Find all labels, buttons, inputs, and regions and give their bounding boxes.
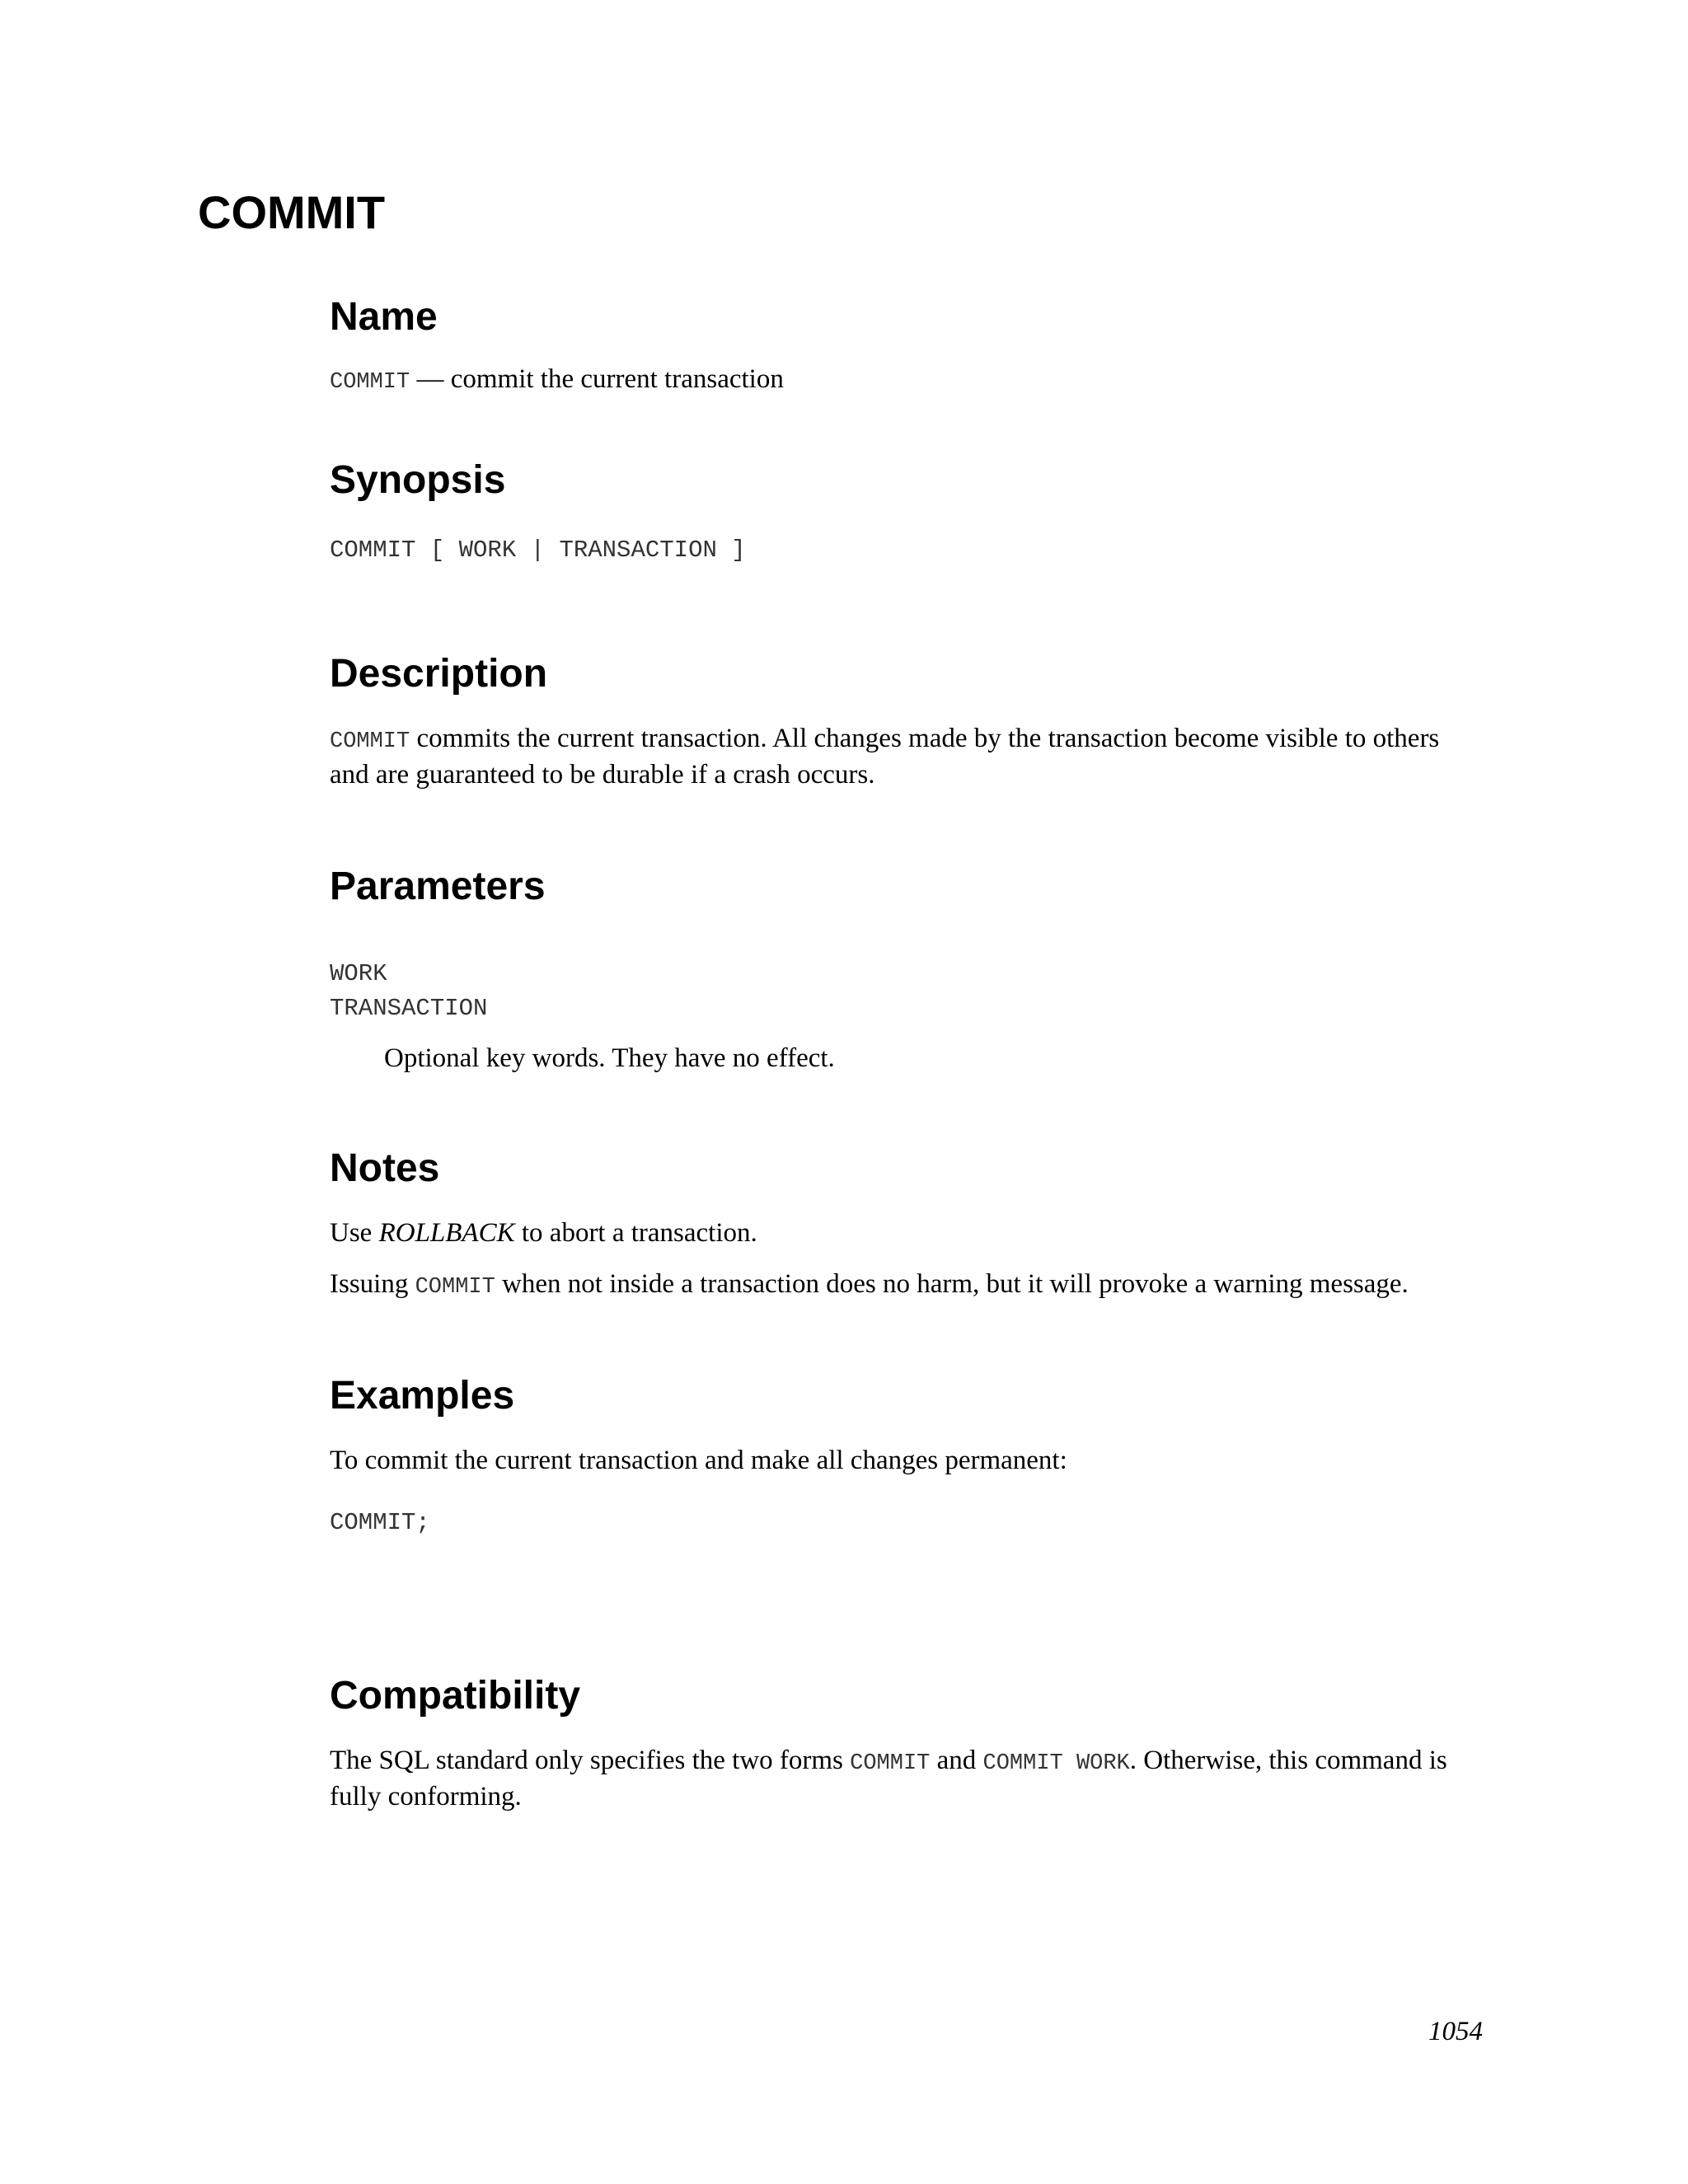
notes-line-2	[330, 1266, 1409, 1305]
notes-line2-prefix: Issuing	[330, 1269, 409, 1299]
description-command: COMMIT	[330, 729, 410, 754]
notes-line1-prefix: Use	[330, 1218, 373, 1248]
parameter-term-work: WORK	[330, 960, 387, 987]
compatibility-suffix-1: . Otherwise, this command is	[1129, 1746, 1447, 1775]
compatibility-form-1: COMMIT	[850, 1751, 931, 1776]
compatibility-heading: Compatibility	[330, 1674, 581, 1718]
examples-intro: To commit the current transaction and make all changes permanent:	[330, 1446, 1067, 1475]
notes-command: COMMIT	[415, 1275, 495, 1300]
compatibility-line-2: fully conforming.	[330, 1782, 522, 1811]
compatibility-form-2: COMMIT WORK	[982, 1751, 1130, 1776]
notes-line1-suffix: to abort a transaction.	[521, 1218, 757, 1248]
description-line-1	[330, 720, 1439, 760]
description-text-1: commits the current transaction. All changes made by the transaction become visible to others	[416, 724, 1440, 753]
name-command: COMMIT	[330, 370, 410, 395]
examples-heading: Examples	[330, 1374, 515, 1418]
name-line	[330, 361, 784, 401]
notes-line2-suffix: when not inside a transaction does no harm, but it will provoke a warning message.	[502, 1269, 1409, 1299]
notes-line-1	[330, 1215, 757, 1251]
description-heading: Description	[330, 652, 548, 696]
rollback-link[interactable]: ROLLBACK	[378, 1218, 515, 1248]
synopsis-heading: Synopsis	[330, 458, 506, 502]
compatibility-and: and	[936, 1746, 977, 1775]
parameters-heading: Parameters	[330, 865, 546, 908]
parameter-term-transaction: TRANSACTION	[330, 995, 488, 1022]
description-line-2: and are guaranteed to be durable if a crash occurs.	[330, 760, 875, 790]
compatibility-prefix: The SQL standard only specifies the two forms	[330, 1746, 843, 1775]
name-summary: — commit the current transaction	[416, 364, 784, 394]
examples-code: COMMIT;	[330, 1509, 430, 1536]
page-title: COMMIT	[198, 186, 386, 238]
notes-heading: Notes	[330, 1146, 440, 1190]
page-number: 1054	[1428, 2017, 1483, 2046]
name-heading: Name	[330, 295, 438, 339]
parameter-definition: Optional key words. They have no effect.	[384, 1043, 835, 1073]
compatibility-line-1	[330, 1742, 1447, 1782]
synopsis-code: COMMIT [ WORK | TRANSACTION ]	[330, 537, 746, 564]
